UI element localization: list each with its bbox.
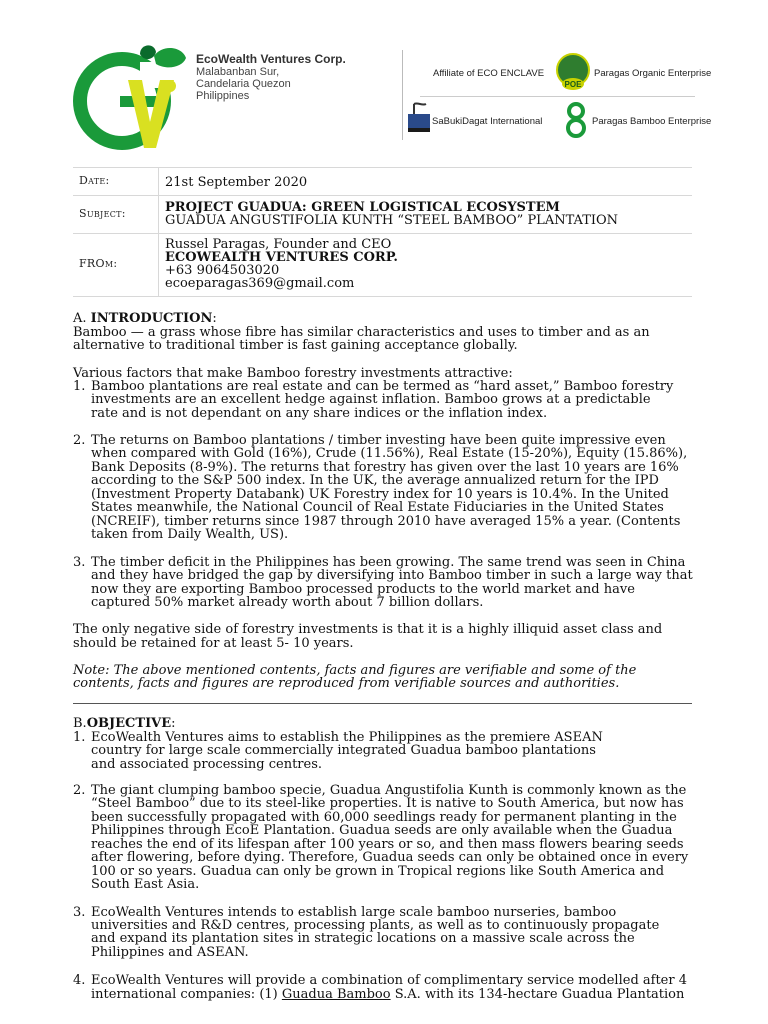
poe-badge-icon: [555, 52, 591, 92]
subject-label: Subject:: [79, 207, 126, 220]
ecowealth-logo: [70, 44, 192, 156]
from-line-3: +63 9064503020: [165, 263, 280, 278]
address-line-1: Malabanban Sur,: [196, 66, 280, 78]
objective-item-1-line-1: EcoWealth Ventures aims to establish the Philippines as the premiere ASEAN: [91, 730, 603, 745]
intro-item-3-line-2: and they have bridged the gap by diversifying into Bamboo timber in such a large way that: [91, 568, 693, 583]
intro-note-line-2: contents, facts and figures are reproduced from verifiable sources and authorities.: [73, 676, 620, 691]
table-rule-2: [73, 233, 692, 234]
objective-item-2-line-3: been successfully propagated with 60,000 seedlings ready for permanent planting in the: [91, 810, 677, 825]
table-rule-1: [73, 195, 692, 196]
intro-heading: A. INTRODUCTION:: [73, 311, 217, 326]
bamboo-enterprise-icon: [566, 100, 586, 140]
from-line-1: Russel Paragas, Founder and CEO: [165, 237, 392, 252]
intro-item-2-line-3: Bank Deposits (8-9%). The returns that forestry has given over the last 10 years are 16%: [91, 460, 679, 475]
intro-item-1-line-1: Bamboo plantations are real estate and can be termed as “hard asset,” Bamboo forestry: [91, 379, 674, 394]
objective-item-2-line-1: The giant clumping bamboo specie, Guadua Angustifolia Kunth is commonly known as the: [91, 783, 687, 798]
date-label: Date:: [79, 174, 110, 187]
intro-item-2-number: 2.: [73, 433, 86, 448]
intro-para-3-line-1: The only negative side of forestry investments is that it is a highly illiquid asset class and: [73, 622, 663, 637]
intro-item-3-number: 3.: [73, 555, 86, 570]
objective-item-2-line-2: “Steel Bamboo” due to its steel-like properties. It is native to South America, but now has: [91, 796, 684, 811]
section-divider: [73, 703, 692, 704]
objective-item-4-line-2: international companies: (1) Guadua Bamboo S.A. with its 134-hectare Guadua Plantation: [91, 987, 685, 1002]
intro-item-2-line-5: (Investment Property Databank) UK Forestry index for 10 years is 10.4%. In the United: [91, 487, 669, 502]
sabukidagat-icon: [406, 100, 432, 134]
poe-badge-text: POE: [564, 80, 582, 89]
affiliate-eco-enclave: Affiliate of ECO ENCLAVE: [433, 68, 545, 79]
table-rule-top: [73, 167, 692, 168]
from-label: FROm:: [79, 257, 118, 270]
subject-line-2: GUADUA ANGUSTIFOLIA KUNTH “STEEL BAMBOO” PLANTATION: [165, 213, 619, 228]
objective-item-4-number: 4.: [73, 973, 86, 988]
header-divider: [402, 50, 403, 140]
date-value: 21st September 2020: [165, 175, 308, 190]
intro-para-1-line-1: Bamboo — a grass whose fibre has similar characteristics and uses to timber and as an: [73, 325, 650, 340]
objective-item-3-line-1: EcoWealth Ventures intends to establish large scale bamboo nurseries, bamboo: [91, 905, 617, 920]
affiliate-divider: [420, 96, 695, 97]
objective-item-3-line-3: and expand its plantation sites in strategic locations on a massive scale across the: [91, 931, 635, 946]
from-line-2: ECOWEALTH VENTURES CORP.: [165, 250, 398, 265]
guadua-bamboo-link[interactable]: Guadua Bamboo: [281, 987, 391, 1002]
intro-item-3-line-4: captured 50% market already worth about 7 billion dollars.: [91, 595, 484, 610]
address-line-2: Candelaria Quezon: [196, 78, 291, 90]
affiliate-sabukidagat: SaBukiDagat International: [432, 116, 543, 127]
intro-item-2-line-2: when compared with Gold (16%), Crude (11.56%), Real Estate (15-20%), Equity (15.86%),: [91, 446, 688, 461]
table-column-divider: [158, 167, 159, 296]
intro-item-1-number: 1.: [73, 379, 86, 394]
table-rule-bottom: [73, 296, 692, 297]
intro-item-2-line-7: (NCREIF), timber returns since 1987 through 2010 have averaged 15% a year. (Contents: [91, 514, 681, 529]
address-line-3: Philippines: [196, 90, 250, 102]
objective-item-1-line-3: and associated processing centres.: [91, 757, 323, 772]
intro-item-2-line-1: The returns on Bamboo plantations / timber investing have been quite impressive even: [91, 433, 666, 448]
intro-item-2-line-8: taken from Daily Wealth, US).: [91, 527, 289, 542]
objective-heading: B.OBJECTIVE:: [73, 716, 176, 731]
subject-line-1: PROJECT GUADUA: GREEN LOGISTICAL ECOSYSTEM: [165, 200, 560, 215]
objective-item-1-line-2: country for large scale commercially integrated Guadua bamboo plantations: [91, 743, 596, 758]
company-name: EcoWealth Ventures Corp.: [196, 52, 346, 66]
intro-item-3-line-3: now they are exporting Bamboo processed products to the world market and have: [91, 582, 635, 597]
objective-item-3-line-2: universities and R&D centres, processing plants, as well as to continuously propagate: [91, 918, 660, 933]
affiliate-paragas-organic: Paragas Organic Enterprise: [594, 68, 712, 79]
objective-item-4-line-1: EcoWealth Ventures will provide a combination of complimentary service modelled after 4: [91, 973, 687, 988]
objective-item-2-line-7: 100 or so years. Guadua can only be grown in Tropical regions like South America and: [91, 864, 665, 879]
intro-para-1-line-2: alternative to traditional timber is fast gaining acceptance globally.: [73, 338, 518, 353]
intro-para-2: Various factors that make Bamboo forestry investments attractive:: [73, 366, 513, 381]
intro-item-1-line-3: rate and is not dependant on any share indices or the inflation index.: [91, 406, 548, 421]
objective-item-2-number: 2.: [73, 783, 86, 798]
objective-item-2-line-5: reaches the end of its lifespan after 100 years or so, and then mass flowers bearing seeds: [91, 837, 684, 852]
intro-para-3-line-2: should be retained for at least 5- 10 years.: [73, 636, 354, 651]
objective-item-3-line-4: Philippines and ASEAN.: [91, 945, 249, 960]
affiliate-paragas-bamboo: Paragas Bamboo Enterprise: [592, 116, 712, 127]
objective-item-3-number: 3.: [73, 905, 86, 920]
objective-item-2-line-4: Philippines through EcoE Plantation. Guadua seeds are only available when the Guadua: [91, 823, 673, 838]
intro-item-1-line-2: investments are an excellent hedge against inflation. Bamboo grows at a predictable: [91, 392, 651, 407]
intro-item-3-line-1: The timber deficit in the Philippines has been growing. The same trend was seen in China: [91, 555, 686, 570]
intro-note-line-1: Note: The above mentioned contents, facts and figures are verifiable and some of the: [73, 663, 637, 678]
intro-item-2-line-6: States meanwhile, the National Council of Real Estate Fiduciaries in the United States: [91, 500, 664, 515]
intro-item-2-line-4: according to the S&P 500 index. In the UK, the average annualized return for the IPD: [91, 473, 659, 488]
from-line-4: ecoeparagas369@gmail.com: [165, 276, 355, 291]
objective-item-1-number: 1.: [73, 730, 86, 745]
objective-item-2-line-6: after flowering, before dying. Therefore, Guadua seeds can only be obtained once in every: [91, 850, 689, 865]
objective-item-2-line-8: South East Asia.: [91, 877, 200, 892]
